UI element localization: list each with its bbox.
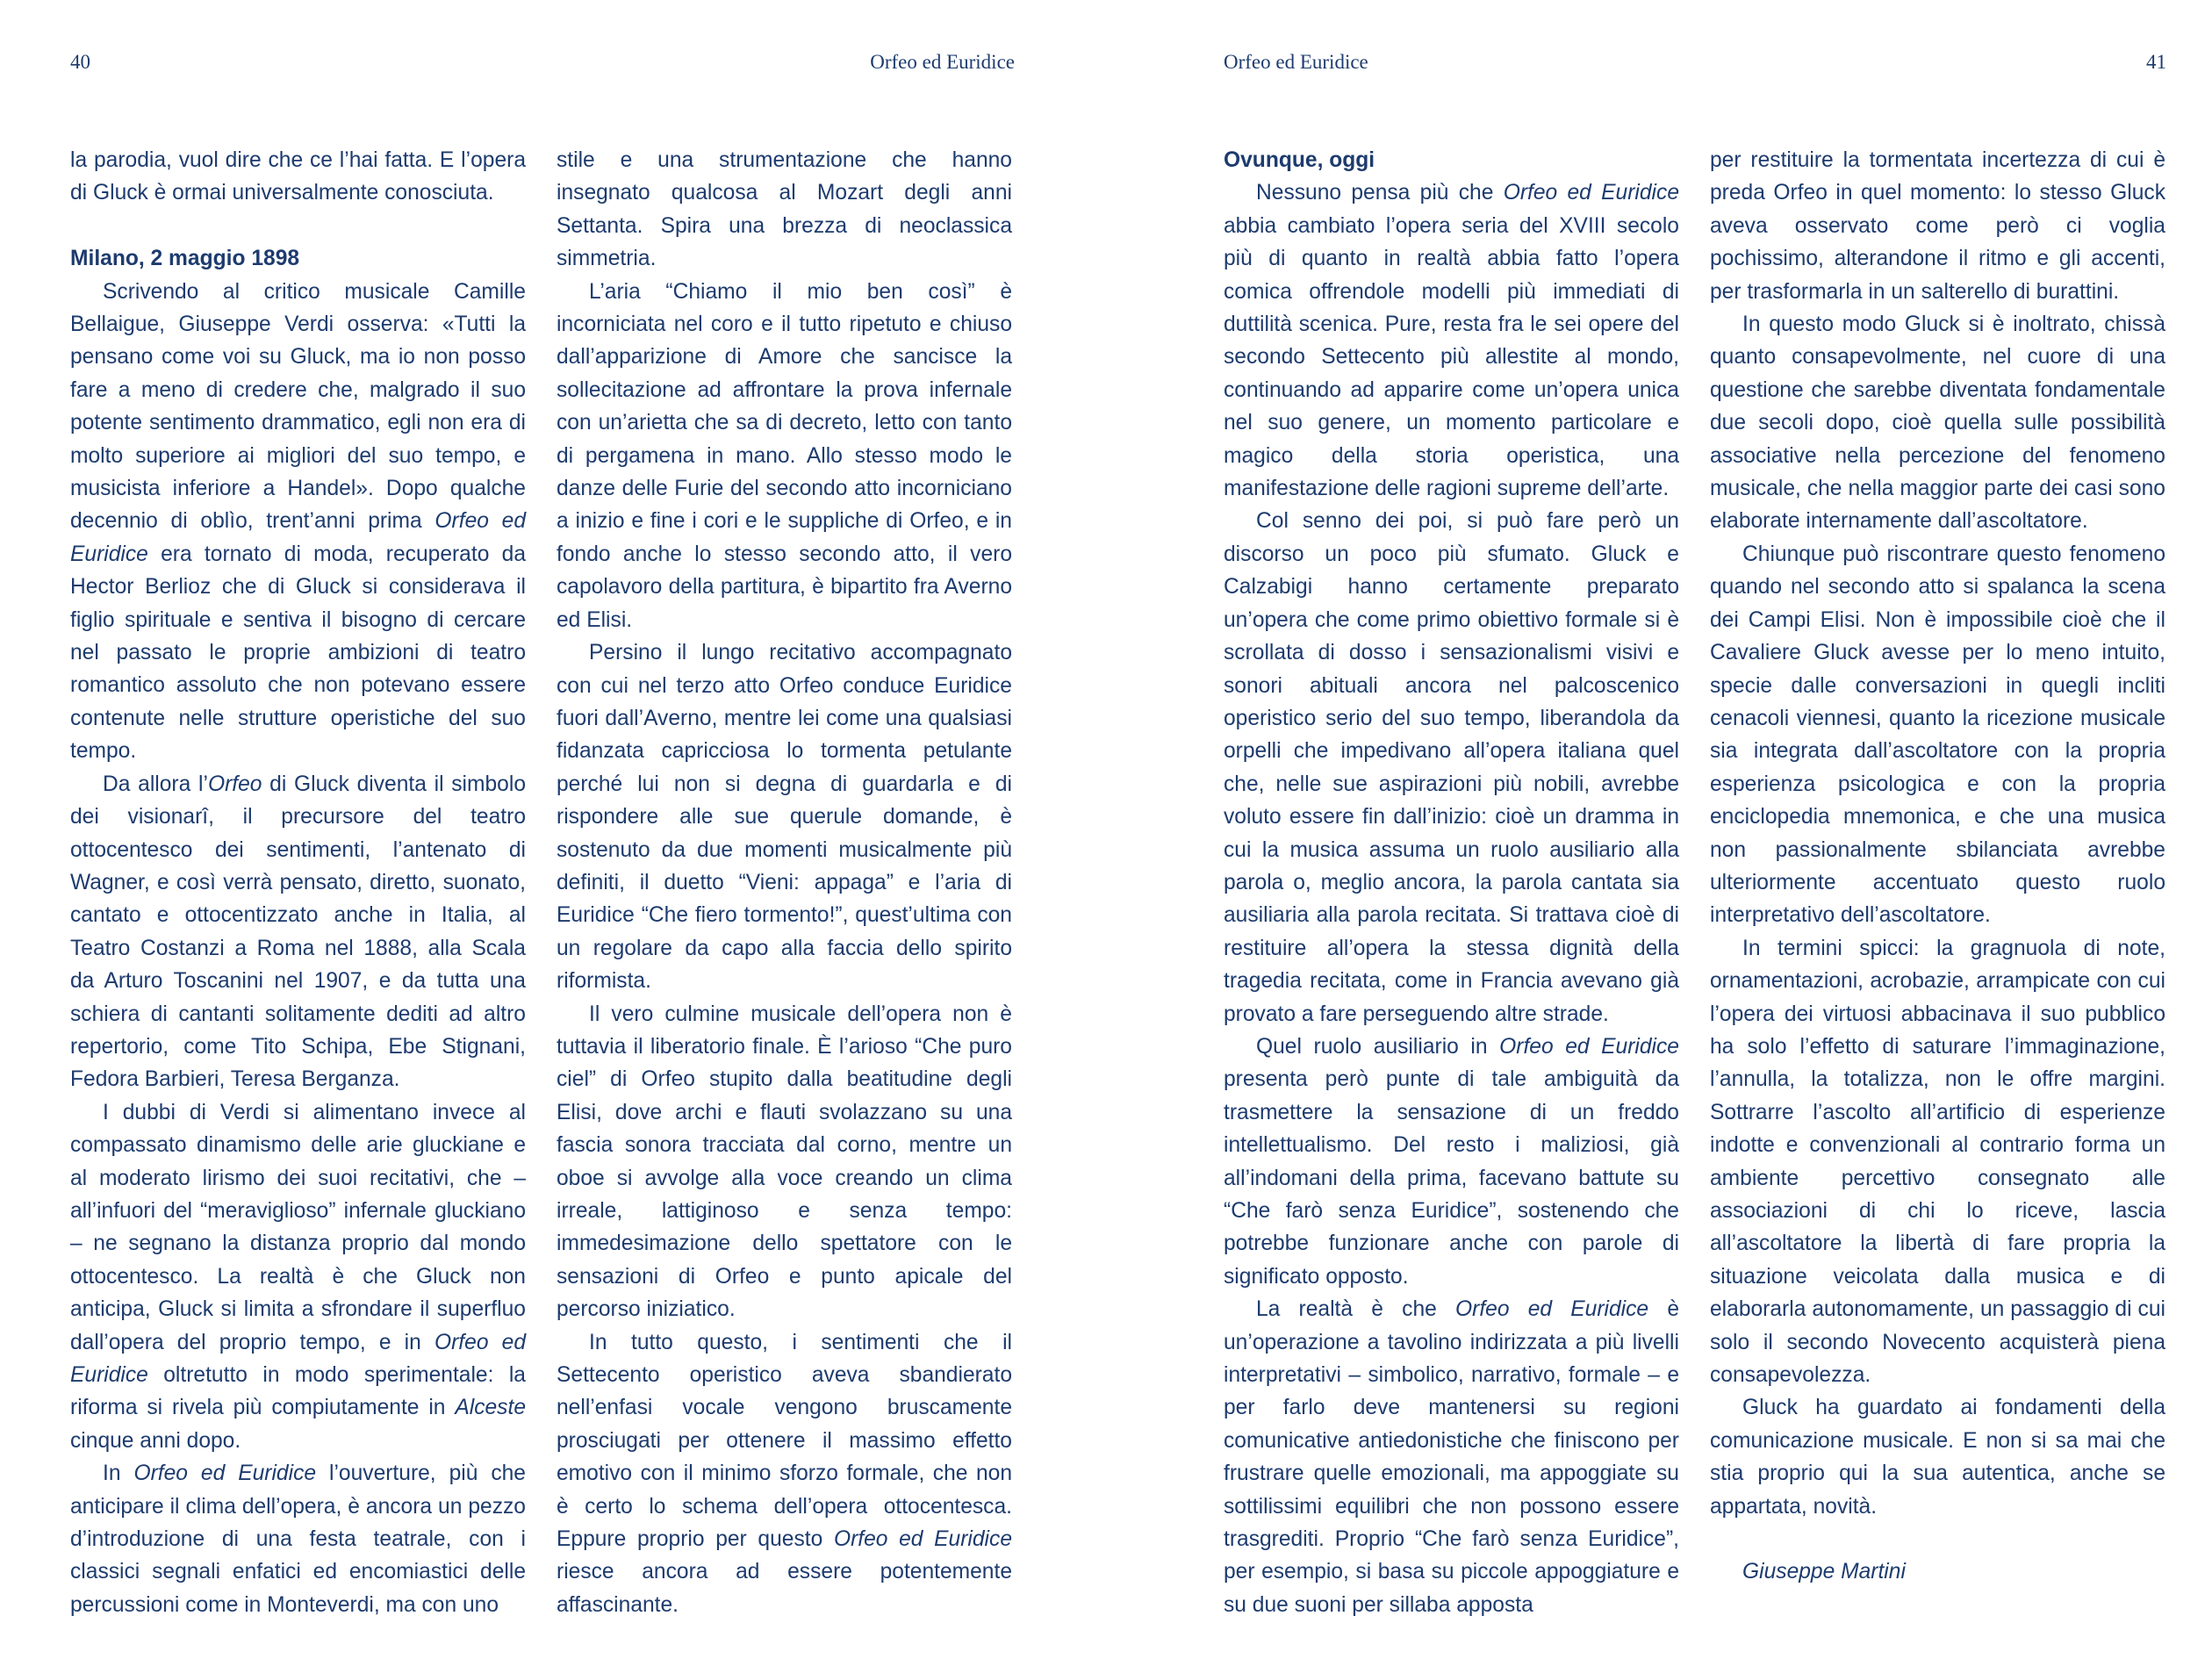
paragraph: la parodia, vuol dire che ce l’hai fatta. E l’opera di Gluck è ormai universalmente conosciuta.: [70, 148, 526, 205]
paragraph: I dubbi di Verdi si alimentano invece al compassato dinamismo delle arie gluckiane e al moderato lirismo dei suoi recitativi, che – all’infuori del “meraviglioso” infernale gluckiano – ne segnano la distanza proprio dal mondo ottocentesco. La realtà è che Gluck non anticipa, Gluck si limita a sfrondare il superfluo dall’opera del proprio tempo, e in Orfeo ed Euridice oltretutto in modo sperimentale: la riforma si rivela più compiutamente in Alceste cinque anni dopo.: [70, 1100, 527, 1453]
page-number: 40: [70, 51, 90, 73]
opera-title: Orfeo ed Euridice: [1455, 1297, 1649, 1322]
opera-title: Orfeo ed Euridice: [1503, 181, 1679, 205]
author-signature: Giuseppe Martini: [1742, 1560, 1906, 1584]
paragraph: Da allora l’Orfeo di Gluck diventa il simbolo dei visionarî, il precursore del teatro ottocentesco dei sentimenti, l’antenato di Wagner, e così verrà pensato, diretto, suonato, cantato e ottocentizzato anche in Italia, al Teatro Costanzi a Roma nel 1888, alla Scala da Arturo Toscanini nel 1907, e da tutta una schiera di cantanti solitamente dediti ad altro repertorio, come Tito Schipa, Ebe Stignani, Fedora Barbieri, Teresa Berganza.: [70, 772, 527, 1092]
paragraph: L’aria “Chiamo il mio ben così” è incorniciata nel coro e il tutto ripetuto e chiuso dall’apparizione di Amore che sancisce la sollecitazione ad affrontare la prova infernale con un’arietta che sa di decreto, letto con tanto di pergamena in mano. Allo stesso modo le danze delle Furie del secondo atto incorniciano a inizio e fine i cori e le suppliche di Orfeo, e in fondo anche lo stesso secondo atto, il vero capolavoro della partitura, è bipartito fra Averno ed Elisi.: [557, 279, 1012, 632]
paragraph: Quel ruolo ausiliario in Orfeo ed Euridice presenta però punte di tale ambiguità da trasmettere la sensazione di un freddo intellettualismo. Del resto i maliziosi, già all’indomani della prima, facevano battute su “Che farò senza Euridice”, sostenendo che potrebbe funzionare anche con parole di significato opposto.: [1224, 1034, 1679, 1289]
paragraph: In Orfeo ed Euridice l’ouverture, più che anticipare il clima dell’opera, è ancora un pezzo d’introduzione di una festa teatrale, con i classici segnali enfatici ed encomiastici delle percussioni come in Monteverdi, ma con uno: [70, 1462, 526, 1617]
opera-title: Orfeo ed Euridice: [70, 509, 527, 566]
opera-title: Orfeo ed Euridice: [133, 1462, 317, 1486]
paragraph: Nessuno pensa più che Orfeo ed Euridice abbia cambiato l’opera seria del XVIII secolo più di quanto in realtà abbia fatto l’opera comica offrendole modelli più immediati di duttilità scenica. Pure, resta fra le sei opere del secondo Settecento più allestite al mondo, continuando ad apparire come un’opera unica nel suo genere, un momento particolare e magico della storia operistica, una manifestazione delle ragioni supreme dell’arte.: [1224, 181, 1679, 501]
right-page: [1106, 0, 2212, 1659]
paragraph: Col senno dei poi, si può fare però un discorso un poco più sfumato. Gluck e Calzabigi hanno certamente preparato un’opera che come primo obiettivo formale si è scrollata di dosso i sensazionalismi visivi e sonori abituali ancora nel palcoscenico operistico serio del suo tempo, liberandola da orpelli che impedivano all’opera italiana quel che, nelle sue aspirazioni più nobili, avrebbe voluto essere fin dall’inizio: cioè un dramma in cui la musica assuma un ruolo ausiliario alla parola o, meglio ancora, la parola cantata sia ausiliaria alla parola recitata. Si trattava cioè di restituire all’opera la stessa dignità della tragedia recitata, come in Francia avevano già provato a fare perseguendo altre strade.: [1224, 509, 1679, 1026]
paragraph: In termini spicci: la gragnuola di note, ornamentazioni, acrobazie, arrampicate con cui l’opera dei virtuosi abbacinava il suo pubblico ha solo l’effetto di saturare l’immaginazione, l’annulla, la totalizza, non le offre margini. Sottrarre l’ascolto all’artificio di esperienze indotte e convenzionali al contrario forma un ambiente percettivo consegnato alle associazioni di chi lo riceve, lascia all’ascoltatore la libertà di fare propria la situazione veicolata dalla musica e di elaborarla autonomamente, un passaggio di cui solo il secondo Novecento acquisterà piena consapevolezza.: [1710, 936, 2165, 1388]
paragraph: per restituire la tormentata incertezza di cui è preda Orfeo in quel momento: lo stesso Gluck aveva osservato come però ci voglia pochissimo, alterandone il ritmo e gli accenti, per trasformarla in un salterello di burattini.: [1710, 148, 2165, 304]
paragraph: stile e una strumentazione che hanno insegnato qualcosa al Mozart degli anni Settanta. Spira una brezza di neoclassica simmetria.: [557, 148, 1012, 271]
opera-title: Orfeo ed Euridice: [1499, 1034, 1679, 1059]
page-number: 41: [2146, 51, 2166, 73]
paragraph: Persino il lungo recitativo accompagnato con cui nel terzo atto Orfeo conduce Euridice fuori dall’Averno, mentre lei come una qualsiasi fidanzata capricciosa lo tormenta petulante perché lui non si degna di guardarla e di rispondere alle sue querule domande, è sostenuto da due momenti musicalmente più definiti, il duetto “Vieni: appaga” e l’aria di Euridice “Che fiero tormento!”, quest’ultima con un regolare da capo alla faccia dello spirito riformista.: [557, 641, 1012, 994]
paragraph: Scrivendo al critico musicale Camille Bellaigue, Giuseppe Verdi osserva: «Tutti la pensano come voi su Gluck, ma io non posso fare a meno di credere che, malgrado il suo potente sentimento drammatico, egli non era di molto superiore ai migliori del suo tempo, e musicista inferiore a Handel». Dopo qualche decennio di oblìo, trent’anni prima Orfeo ed Euridice era tornato di moda, recuperato da Hector Berlioz che di Gluck si considerava il figlio spirituale e sentiva il bisogno di cercare nel passato le proprie ambizioni di teatro romantico assoluto che non potevano essere contenute nelle strutture operistiche del suo tempo.: [70, 279, 527, 764]
opera-title: Orfeo ed Euridice: [833, 1527, 1012, 1552]
paragraph: In questo modo Gluck si è inoltrato, chissà quanto consapevolmente, nel cuore di una questione che sarebbe diventata fondamentale due secoli dopo, cioè quella sulle possibilità associative nella percezione del fenomeno musicale, che nella maggior parte dei casi sono elaborate internamente dall’ascoltatore.: [1710, 312, 2165, 534]
paragraph: Gluck ha guardato ai fondamenti della comunicazione musicale. E non si sa mai che stia proprio qui la sua autentica, anche se appartata, novità.: [1710, 1396, 2165, 1519]
section-heading: Ovunque, oggi: [1224, 148, 1375, 172]
opera-title: Orfeo: [207, 772, 262, 796]
running-head: Orfeo ed Euridice: [1224, 51, 1368, 73]
paragraph: La realtà è che Orfeo ed Euridice è un’operazione a tavolino indirizzata a più livelli interpretativi – simbolico, narrativo, formale – e per farlo deve mantenersi su regioni comunicative antiedonistiche che finiscono per frustrare quelle emozionali, ma appoggiate su sottilissimi equilibri che non possono essere trasgrediti. Proprio “Che farò senza Euridice”, per esempio, si basa su piccole appoggiature e su due suoni per sillaba apposta: [1224, 1297, 1679, 1617]
opera-title: Orfeo ed Euridice: [70, 1330, 527, 1388]
section-heading: Milano, 2 maggio 1898: [70, 247, 300, 271]
paragraph: Chiunque può riscontrare questo fenomeno quando nel secondo atto si spalanca la scena dei Campi Elisi. Non è impossibile cioè che il Cavaliere Gluck avesse per lo meno intuito, specie dalle conversazioni in quegli incliti cenacoli viennesi, quanto la ricezione musicale sia integrata dall’ascoltatore con la propria esperienza psicologica e con la propria enciclopedia mnemonica, e che una musica non passionalmente sbilanciata avrebbe ulteriormente accentuato questo ruolo interpretativo dell’ascoltatore.: [1710, 542, 2165, 928]
text-column-1: [70, 144, 526, 1621]
text-column-1: [1224, 144, 1679, 1621]
paragraph: In tutto questo, i sentimenti che il Settecento operistico aveva sbandierato nell’enfasi vocale vengono bruscamente prosciugati per ottenere il massimo effetto emotivo con il minimo sforzo formale, che non è certo lo schema dell’opera ottocentesca. Eppure proprio per questo Orfeo ed Euridice riesce ancora ad essere potentemente affascinante.: [557, 1330, 1012, 1617]
text-column-2: [557, 144, 1012, 1621]
opera-title: Alceste: [455, 1396, 526, 1420]
paragraph: Il vero culmine musicale dell’opera non è tuttavia il liberatorio finale. È l’arioso “Che puro ciel” di Orfeo stupito dalla beatitudine degli Elisi, dove archi e flauti svolazzano su una fascia sonora tracciata dal corno, mentre un oboe si avvolge alla voce creando un clima irreale, lattiginoso e senza tempo: immedesimazione dello spettatore con le sensazioni di Orfeo e punto apicale del percorso iniziatico.: [557, 1002, 1012, 1322]
text-column-2: [1710, 144, 2165, 1589]
running-head: Orfeo ed Euridice: [870, 51, 1015, 73]
